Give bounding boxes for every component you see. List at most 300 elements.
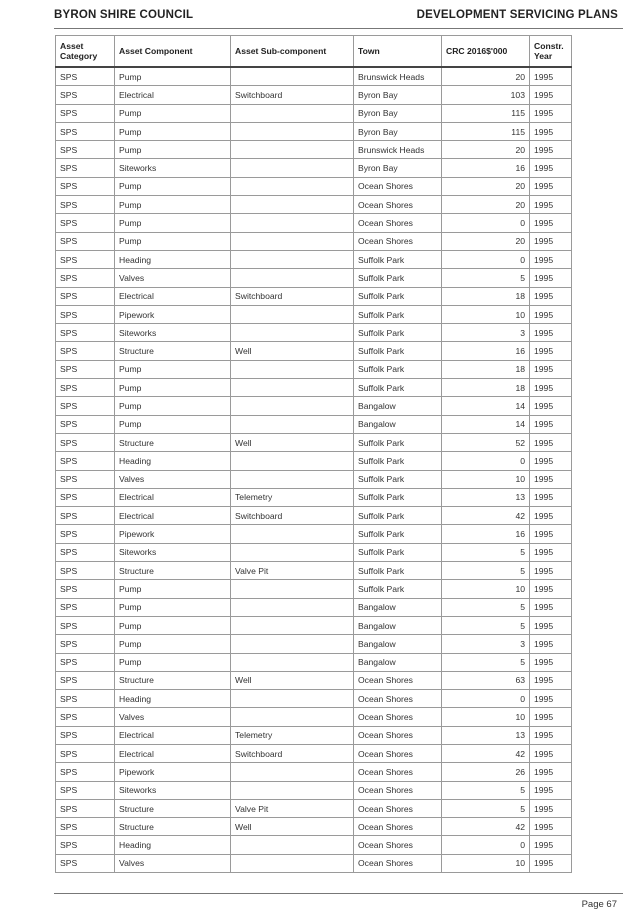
column-header-asset-category: Asset Category [56, 36, 115, 68]
constr-year-cell: 1995 [530, 141, 572, 159]
asset-component-cell: Electrical [115, 86, 231, 104]
constr-year-cell: 1995 [530, 232, 572, 250]
asset-category-cell: SPS [56, 635, 115, 653]
table-row [56, 562, 572, 580]
crc-value-cell: 16 [442, 342, 530, 360]
asset-component-cell: Pump [115, 635, 231, 653]
asset-component-cell: Pump [115, 141, 231, 159]
asset-component-cell: Pipework [115, 305, 231, 323]
asset-category-cell: SPS [56, 360, 115, 378]
table-row [56, 141, 572, 159]
town-cell: Ocean Shores [354, 177, 442, 195]
asset-subcomponent-cell [231, 141, 354, 159]
asset-component-cell: Structure [115, 342, 231, 360]
asset-category-cell: SPS [56, 250, 115, 268]
town-cell: Ocean Shores [354, 690, 442, 708]
crc-value-cell: 42 [442, 744, 530, 762]
asset-table [55, 35, 572, 873]
crc-value-cell: 42 [442, 818, 530, 836]
asset-component-cell: Valves [115, 269, 231, 287]
asset-subcomponent-cell [231, 305, 354, 323]
asset-subcomponent-cell [231, 232, 354, 250]
table-row [56, 86, 572, 104]
crc-value-cell: 3 [442, 635, 530, 653]
asset-component-cell: Heading [115, 250, 231, 268]
asset-category-cell: SPS [56, 470, 115, 488]
constr-year-cell: 1995 [530, 415, 572, 433]
constr-year-cell: 1995 [530, 525, 572, 543]
asset-component-cell: Pump [115, 214, 231, 232]
town-cell: Bangalow [354, 635, 442, 653]
asset-component-cell: Siteworks [115, 781, 231, 799]
constr-year-cell: 1995 [530, 177, 572, 195]
crc-value-cell: 115 [442, 104, 530, 122]
constr-year-cell: 1995 [530, 470, 572, 488]
crc-value-cell: 52 [442, 433, 530, 451]
table-row [56, 836, 572, 854]
asset-subcomponent-cell [231, 781, 354, 799]
table-row [56, 818, 572, 836]
asset-component-cell: Pump [115, 580, 231, 598]
crc-value-cell: 18 [442, 379, 530, 397]
asset-subcomponent-cell: Well [231, 818, 354, 836]
asset-category-cell: SPS [56, 488, 115, 506]
column-header-crc: CRC 2016$'000 [442, 36, 530, 68]
asset-subcomponent-cell [231, 122, 354, 140]
town-cell: Bangalow [354, 616, 442, 634]
town-cell: Ocean Shores [354, 214, 442, 232]
town-cell: Byron Bay [354, 122, 442, 140]
town-cell: Ocean Shores [354, 818, 442, 836]
crc-value-cell: 5 [442, 616, 530, 634]
asset-component-cell: Electrical [115, 726, 231, 744]
crc-value-cell: 13 [442, 488, 530, 506]
table-row [56, 580, 572, 598]
constr-year-cell: 1995 [530, 324, 572, 342]
constr-year-cell: 1995 [530, 635, 572, 653]
asset-component-cell: Heading [115, 452, 231, 470]
town-cell: Bangalow [354, 653, 442, 671]
town-cell: Suffolk Park [354, 324, 442, 342]
constr-year-cell: 1995 [530, 726, 572, 744]
constr-year-cell: 1995 [530, 598, 572, 616]
table-row [56, 433, 572, 451]
constr-year-cell: 1995 [530, 433, 572, 451]
town-cell: Suffolk Park [354, 269, 442, 287]
town-cell: Ocean Shores [354, 726, 442, 744]
asset-subcomponent-cell [231, 598, 354, 616]
table-row [56, 854, 572, 872]
asset-category-cell: SPS [56, 598, 115, 616]
table-row [56, 488, 572, 506]
table-row [56, 67, 572, 86]
town-cell: Byron Bay [354, 104, 442, 122]
asset-category-cell: SPS [56, 232, 115, 250]
asset-subcomponent-cell [231, 159, 354, 177]
asset-category-cell: SPS [56, 818, 115, 836]
asset-subcomponent-cell [231, 67, 354, 86]
asset-component-cell: Pump [115, 397, 231, 415]
asset-category-cell: SPS [56, 507, 115, 525]
asset-subcomponent-cell [231, 580, 354, 598]
crc-value-cell: 0 [442, 452, 530, 470]
table-row [56, 250, 572, 268]
column-header-asset-subcomponent: Asset Sub-component [231, 36, 354, 68]
asset-component-cell: Structure [115, 671, 231, 689]
table-header-row [56, 36, 572, 68]
table-row [56, 635, 572, 653]
constr-year-cell: 1995 [530, 67, 572, 86]
asset-component-cell: Pump [115, 67, 231, 86]
town-cell: Ocean Shores [354, 799, 442, 817]
table-row [56, 104, 572, 122]
asset-category-cell: SPS [56, 433, 115, 451]
asset-component-cell: Siteworks [115, 324, 231, 342]
table-row [56, 324, 572, 342]
asset-component-cell: Structure [115, 799, 231, 817]
constr-year-cell: 1995 [530, 250, 572, 268]
table-row [56, 525, 572, 543]
table-row [56, 397, 572, 415]
town-cell: Suffolk Park [354, 580, 442, 598]
asset-subcomponent-cell [231, 379, 354, 397]
crc-value-cell: 0 [442, 214, 530, 232]
asset-category-cell: SPS [56, 305, 115, 323]
asset-category-cell: SPS [56, 726, 115, 744]
asset-component-cell: Electrical [115, 287, 231, 305]
asset-component-cell: Pump [115, 653, 231, 671]
table-row [56, 781, 572, 799]
crc-value-cell: 20 [442, 141, 530, 159]
column-header-constr-year: Constr. Year [530, 36, 572, 68]
asset-category-cell: SPS [56, 342, 115, 360]
town-cell: Ocean Shores [354, 854, 442, 872]
asset-category-cell: SPS [56, 324, 115, 342]
crc-value-cell: 5 [442, 598, 530, 616]
constr-year-cell: 1995 [530, 836, 572, 854]
asset-component-cell: Pump [115, 415, 231, 433]
town-cell: Byron Bay [354, 159, 442, 177]
asset-category-cell: SPS [56, 104, 115, 122]
table-row [56, 744, 572, 762]
asset-component-cell: Valves [115, 854, 231, 872]
asset-subcomponent-cell [231, 177, 354, 195]
constr-year-cell: 1995 [530, 488, 572, 506]
crc-value-cell: 13 [442, 726, 530, 744]
crc-value-cell: 20 [442, 196, 530, 214]
asset-subcomponent-cell [231, 708, 354, 726]
asset-subcomponent-cell: Well [231, 671, 354, 689]
crc-value-cell: 20 [442, 67, 530, 86]
town-cell: Suffolk Park [354, 250, 442, 268]
table-row [56, 232, 572, 250]
asset-subcomponent-cell [231, 397, 354, 415]
asset-category-cell: SPS [56, 543, 115, 561]
asset-category-cell: SPS [56, 86, 115, 104]
crc-value-cell: 14 [442, 415, 530, 433]
asset-subcomponent-cell: Well [231, 433, 354, 451]
constr-year-cell: 1995 [530, 562, 572, 580]
crc-value-cell: 0 [442, 690, 530, 708]
constr-year-cell: 1995 [530, 708, 572, 726]
town-cell: Ocean Shores [354, 196, 442, 214]
crc-value-cell: 0 [442, 836, 530, 854]
asset-category-cell: SPS [56, 854, 115, 872]
town-cell: Brunswick Heads [354, 67, 442, 86]
asset-subcomponent-cell: Switchboard [231, 744, 354, 762]
town-cell: Suffolk Park [354, 342, 442, 360]
asset-category-cell: SPS [56, 214, 115, 232]
asset-category-cell: SPS [56, 836, 115, 854]
constr-year-cell: 1995 [530, 507, 572, 525]
page-number: Page 67 [581, 899, 617, 910]
table-row [56, 342, 572, 360]
asset-subcomponent-cell [231, 214, 354, 232]
asset-component-cell: Heading [115, 836, 231, 854]
crc-value-cell: 18 [442, 360, 530, 378]
town-cell: Ocean Shores [354, 232, 442, 250]
asset-subcomponent-cell [231, 763, 354, 781]
footer-divider [54, 893, 623, 894]
asset-subcomponent-cell [231, 196, 354, 214]
asset-component-cell: Pipework [115, 763, 231, 781]
asset-category-cell: SPS [56, 177, 115, 195]
asset-category-cell: SPS [56, 525, 115, 543]
town-cell: Byron Bay [354, 86, 442, 104]
table-row [56, 690, 572, 708]
constr-year-cell: 1995 [530, 671, 572, 689]
asset-component-cell: Siteworks [115, 159, 231, 177]
asset-component-cell: Pump [115, 104, 231, 122]
crc-value-cell: 5 [442, 562, 530, 580]
crc-value-cell: 16 [442, 159, 530, 177]
column-header-asset-component: Asset Component [115, 36, 231, 68]
town-cell: Suffolk Park [354, 562, 442, 580]
asset-subcomponent-cell [231, 452, 354, 470]
asset-subcomponent-cell: Valve Pit [231, 799, 354, 817]
table-row [56, 214, 572, 232]
town-cell: Suffolk Park [354, 543, 442, 561]
constr-year-cell: 1995 [530, 763, 572, 781]
asset-subcomponent-cell [231, 250, 354, 268]
town-cell: Ocean Shores [354, 781, 442, 799]
asset-category-cell: SPS [56, 67, 115, 86]
asset-component-cell: Pump [115, 598, 231, 616]
crc-value-cell: 115 [442, 122, 530, 140]
town-cell: Suffolk Park [354, 470, 442, 488]
constr-year-cell: 1995 [530, 86, 572, 104]
asset-component-cell: Electrical [115, 744, 231, 762]
asset-category-cell: SPS [56, 287, 115, 305]
asset-subcomponent-cell: Well [231, 342, 354, 360]
asset-component-cell: Pump [115, 379, 231, 397]
asset-component-cell: Electrical [115, 488, 231, 506]
asset-category-cell: SPS [56, 141, 115, 159]
asset-component-cell: Pump [115, 360, 231, 378]
asset-component-cell: Pump [115, 122, 231, 140]
crc-value-cell: 14 [442, 397, 530, 415]
constr-year-cell: 1995 [530, 159, 572, 177]
asset-subcomponent-cell [231, 104, 354, 122]
constr-year-cell: 1995 [530, 196, 572, 214]
asset-subcomponent-cell [231, 525, 354, 543]
town-cell: Suffolk Park [354, 379, 442, 397]
table-row [56, 159, 572, 177]
constr-year-cell: 1995 [530, 818, 572, 836]
crc-value-cell: 10 [442, 580, 530, 598]
asset-component-cell: Pipework [115, 525, 231, 543]
crc-value-cell: 18 [442, 287, 530, 305]
constr-year-cell: 1995 [530, 854, 572, 872]
asset-component-cell: Valves [115, 708, 231, 726]
crc-value-cell: 5 [442, 781, 530, 799]
town-cell: Ocean Shores [354, 763, 442, 781]
asset-component-cell: Pump [115, 196, 231, 214]
crc-value-cell: 5 [442, 543, 530, 561]
constr-year-cell: 1995 [530, 287, 572, 305]
constr-year-cell: 1995 [530, 799, 572, 817]
crc-value-cell: 103 [442, 86, 530, 104]
asset-category-cell: SPS [56, 616, 115, 634]
asset-category-cell: SPS [56, 122, 115, 140]
asset-subcomponent-cell [231, 543, 354, 561]
table-row [56, 653, 572, 671]
town-cell: Suffolk Park [354, 305, 442, 323]
asset-subcomponent-cell [231, 360, 354, 378]
constr-year-cell: 1995 [530, 397, 572, 415]
asset-component-cell: Siteworks [115, 543, 231, 561]
crc-value-cell: 10 [442, 305, 530, 323]
table-row [56, 415, 572, 433]
constr-year-cell: 1995 [530, 305, 572, 323]
asset-subcomponent-cell [231, 653, 354, 671]
table-row [56, 177, 572, 195]
crc-value-cell: 16 [442, 525, 530, 543]
asset-subcomponent-cell: Valve Pit [231, 562, 354, 580]
asset-subcomponent-cell [231, 854, 354, 872]
table-row [56, 452, 572, 470]
constr-year-cell: 1995 [530, 452, 572, 470]
town-cell: Suffolk Park [354, 525, 442, 543]
asset-subcomponent-cell [231, 635, 354, 653]
constr-year-cell: 1995 [530, 781, 572, 799]
town-cell: Suffolk Park [354, 360, 442, 378]
constr-year-cell: 1995 [530, 690, 572, 708]
asset-category-cell: SPS [56, 671, 115, 689]
asset-component-cell: Heading [115, 690, 231, 708]
constr-year-cell: 1995 [530, 616, 572, 634]
crc-value-cell: 0 [442, 250, 530, 268]
town-cell: Bangalow [354, 598, 442, 616]
town-cell: Ocean Shores [354, 744, 442, 762]
asset-category-cell: SPS [56, 269, 115, 287]
asset-subcomponent-cell: Switchboard [231, 507, 354, 525]
town-cell: Bangalow [354, 415, 442, 433]
table-row [56, 616, 572, 634]
asset-subcomponent-cell [231, 690, 354, 708]
asset-component-cell: Pump [115, 232, 231, 250]
town-cell: Suffolk Park [354, 287, 442, 305]
table-row [56, 598, 572, 616]
document-title: DEVELOPMENT SERVICING PLANS [416, 9, 618, 21]
constr-year-cell: 1995 [530, 543, 572, 561]
table-row [56, 799, 572, 817]
crc-value-cell: 10 [442, 708, 530, 726]
table-row [56, 507, 572, 525]
asset-subcomponent-cell [231, 470, 354, 488]
crc-value-cell: 26 [442, 763, 530, 781]
asset-component-cell: Electrical [115, 507, 231, 525]
table-row [56, 671, 572, 689]
crc-value-cell: 63 [442, 671, 530, 689]
column-header-town: Town [354, 36, 442, 68]
town-cell: Suffolk Park [354, 433, 442, 451]
constr-year-cell: 1995 [530, 104, 572, 122]
asset-category-cell: SPS [56, 799, 115, 817]
constr-year-cell: 1995 [530, 379, 572, 397]
asset-component-cell: Pump [115, 616, 231, 634]
constr-year-cell: 1995 [530, 269, 572, 287]
asset-category-cell: SPS [56, 379, 115, 397]
asset-category-cell: SPS [56, 781, 115, 799]
table-row [56, 305, 572, 323]
table-row [56, 470, 572, 488]
crc-value-cell: 10 [442, 854, 530, 872]
asset-component-cell: Valves [115, 470, 231, 488]
asset-category-cell: SPS [56, 744, 115, 762]
constr-year-cell: 1995 [530, 122, 572, 140]
header-divider [54, 28, 623, 29]
town-cell: Suffolk Park [354, 488, 442, 506]
asset-category-cell: SPS [56, 196, 115, 214]
crc-value-cell: 10 [442, 470, 530, 488]
constr-year-cell: 1995 [530, 744, 572, 762]
constr-year-cell: 1995 [530, 580, 572, 598]
asset-subcomponent-cell: Switchboard [231, 86, 354, 104]
table-row [56, 708, 572, 726]
asset-category-cell: SPS [56, 159, 115, 177]
table-row [56, 269, 572, 287]
crc-value-cell: 5 [442, 269, 530, 287]
town-cell: Ocean Shores [354, 708, 442, 726]
table-row [56, 379, 572, 397]
crc-value-cell: 42 [442, 507, 530, 525]
table-row [56, 543, 572, 561]
asset-category-cell: SPS [56, 763, 115, 781]
asset-subcomponent-cell [231, 324, 354, 342]
table-row [56, 726, 572, 744]
asset-subcomponent-cell [231, 836, 354, 854]
asset-category-cell: SPS [56, 415, 115, 433]
asset-subcomponent-cell: Telemetry [231, 488, 354, 506]
table-row [56, 763, 572, 781]
town-cell: Ocean Shores [354, 671, 442, 689]
table-row [56, 360, 572, 378]
asset-subcomponent-cell: Switchboard [231, 287, 354, 305]
town-cell: Ocean Shores [354, 836, 442, 854]
constr-year-cell: 1995 [530, 653, 572, 671]
town-cell: Bangalow [354, 397, 442, 415]
town-cell: Brunswick Heads [354, 141, 442, 159]
town-cell: Suffolk Park [354, 507, 442, 525]
crc-value-cell: 20 [442, 177, 530, 195]
constr-year-cell: 1995 [530, 214, 572, 232]
asset-category-cell: SPS [56, 690, 115, 708]
asset-category-cell: SPS [56, 653, 115, 671]
constr-year-cell: 1995 [530, 360, 572, 378]
table-row [56, 122, 572, 140]
crc-value-cell: 5 [442, 799, 530, 817]
